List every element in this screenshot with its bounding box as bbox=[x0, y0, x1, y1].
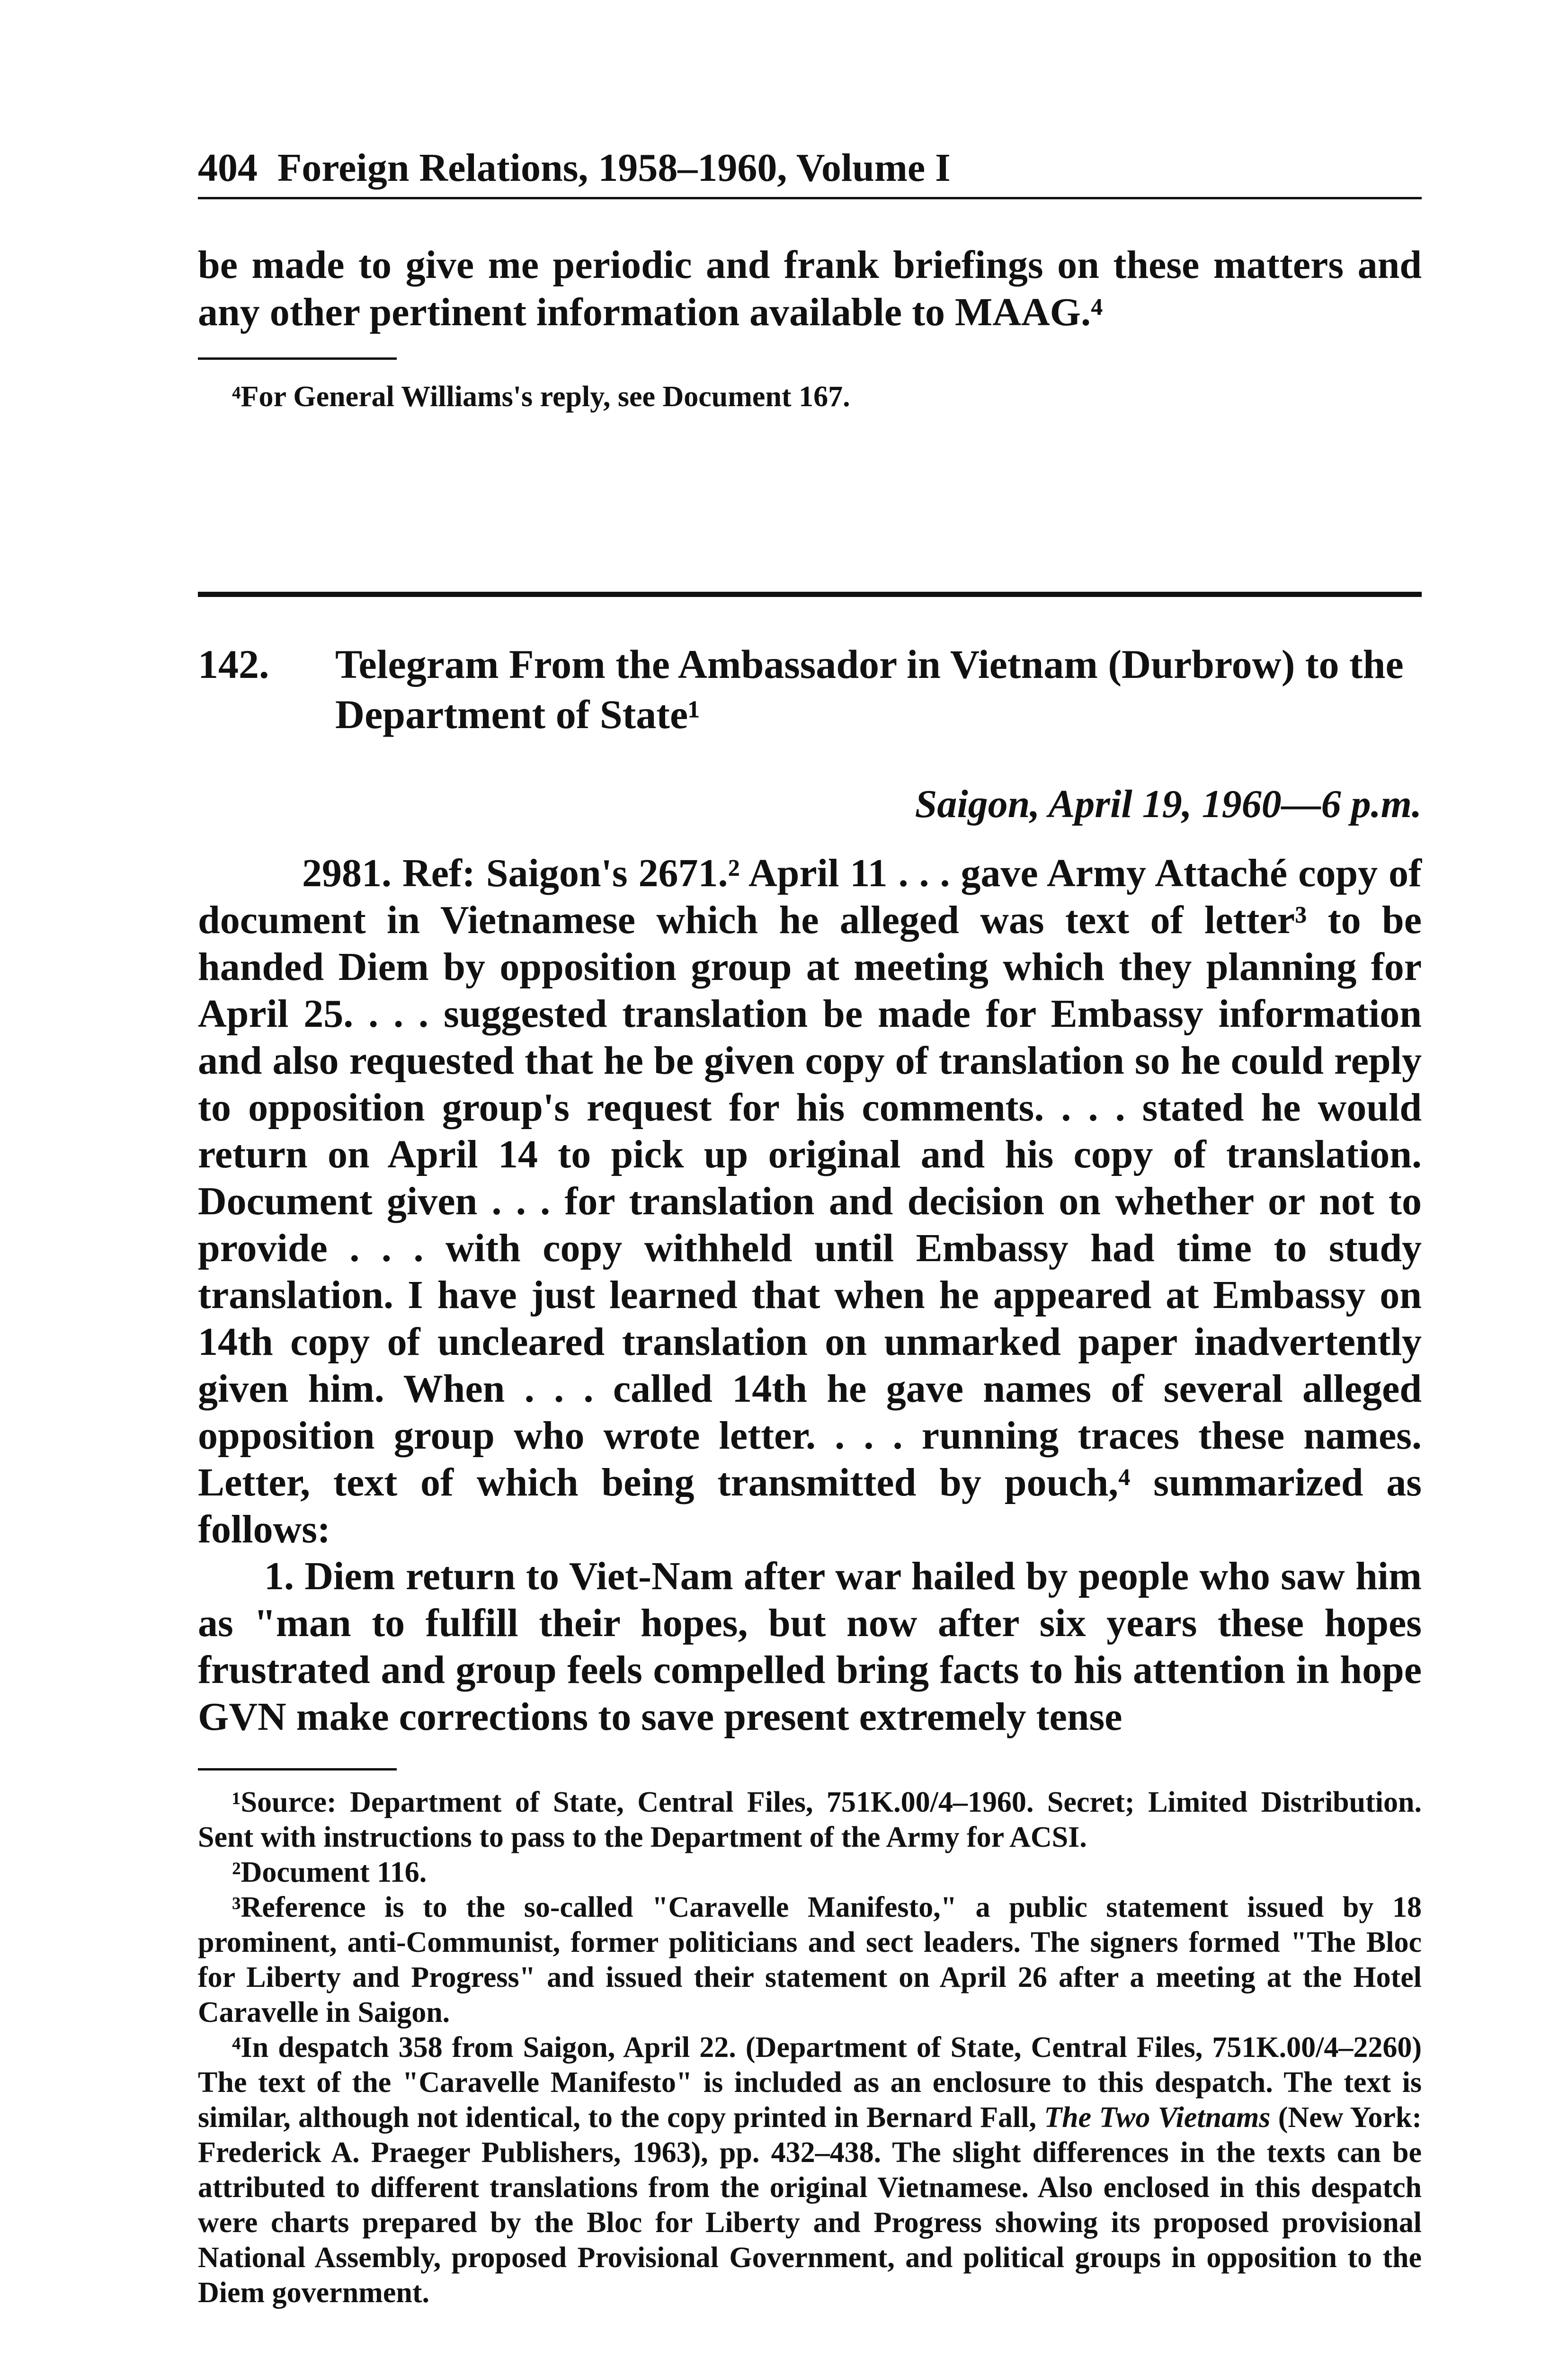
footnote-rule bbox=[198, 1768, 397, 1771]
document-heading bbox=[198, 639, 1422, 739]
footnote-4-text-a: ⁴In despatch 358 from Saigon, April 22. (Department of State, Central Files, 751K.00/4–2260) The text of the "Caravelle Manifesto" is included as an enclosure to this despatch. The text is similar, although not identical, to the copy printed in Bernard Fall, bbox=[198, 2031, 1422, 2134]
running-header bbox=[198, 142, 1422, 199]
footnote-4-text-b: (New York: Frederick A. Praeger Publishers, 1963), pp. 432–438. The slight differences in the texts can be attributed to different translations from the original Vietnamese. Also enclosed in this despatch were charts prepared by the Bloc for Liberty and Progress showing its proposed provisional National Assembly, proposed Provisional Government, and political groups in opposition to the Diem government. bbox=[198, 2101, 1422, 2309]
document-number: 142. bbox=[198, 641, 269, 687]
document-title: Telegram From the Ambassador in Vietnam (Durbrow) to the Department of State¹ bbox=[335, 641, 1404, 737]
document-body bbox=[198, 850, 1422, 1740]
running-title: Foreign Relations, 1958–1960, Volume I bbox=[277, 146, 951, 190]
document-separator-rule bbox=[198, 592, 1422, 597]
footnote-4 bbox=[198, 2030, 1422, 2310]
body-paragraph: 1. Diem return to Viet-Nam after war hailed by people who saw him as "man to fulfill their hopes, but now after six years these hopes frustrated and group feels compelled bring facts to his attention in hope GVN make corrections to save present extremely tense bbox=[198, 1554, 1422, 1739]
footnote-2: ²Document 116. bbox=[232, 1856, 427, 1888]
body-paragraph: 2981. Ref: Saigon's 2671.² April 11 . . . gave Army Attaché copy of document in Vietnamese which he alleged was text of letter³ to be handed Diem by opposition group at meeting which they planning for April 25. . . . suggested translation be made for Embassy information and also requested that he be given copy of translation so he could reply to opposition group's request for his comments. . . . stated he would return on April 14 to pick up original and his copy of translation. Document given . . . for translation and decision on whether or not to provide . . . with copy withheld until Embassy had time to study translation. I have just learned that when he appeared at Embassy on 14th copy of uncleared translation on unmarked paper inadvertently given him. When . . . called 14th he gave names of several alleged opposition group who wrote letter. . . . running traces these names. Letter, text of which being transmitted by pouch,⁴ summarized as follows: bbox=[198, 851, 1422, 1551]
footnote-3: ³Reference is to the so-called "Caravelle Manifesto," a public statement issued by 18 prominent, anti-Communist, former politicians and sect leaders. The signers formed "The Bloc for Liberty and Progress" and issued their statement on April 26 after a meeting at the Hotel Caravelle in Saigon. bbox=[198, 1891, 1422, 2029]
footnote-text: ⁴For General Williams's reply, see Document 167. bbox=[232, 381, 850, 413]
book-title: The Two Vietnams bbox=[1044, 2101, 1271, 2134]
continued-paragraph: be made to give me periodic and frank briefings on these matters and any other pertinent information available to MAAG.⁴ bbox=[198, 243, 1422, 334]
footnote-1: ¹Source: Department of State, Central Files, 751K.00/4–1960. Secret; Limited Distribution. Sent with instructions to pass to the Department of the Army for ACSI. bbox=[198, 1786, 1422, 1853]
footnotes bbox=[198, 1768, 1422, 2310]
dateline: Saigon, April 19, 1960—6 p.m. bbox=[915, 782, 1422, 826]
page-number: 404 bbox=[198, 146, 258, 190]
previous-document-footnote bbox=[198, 357, 1422, 416]
